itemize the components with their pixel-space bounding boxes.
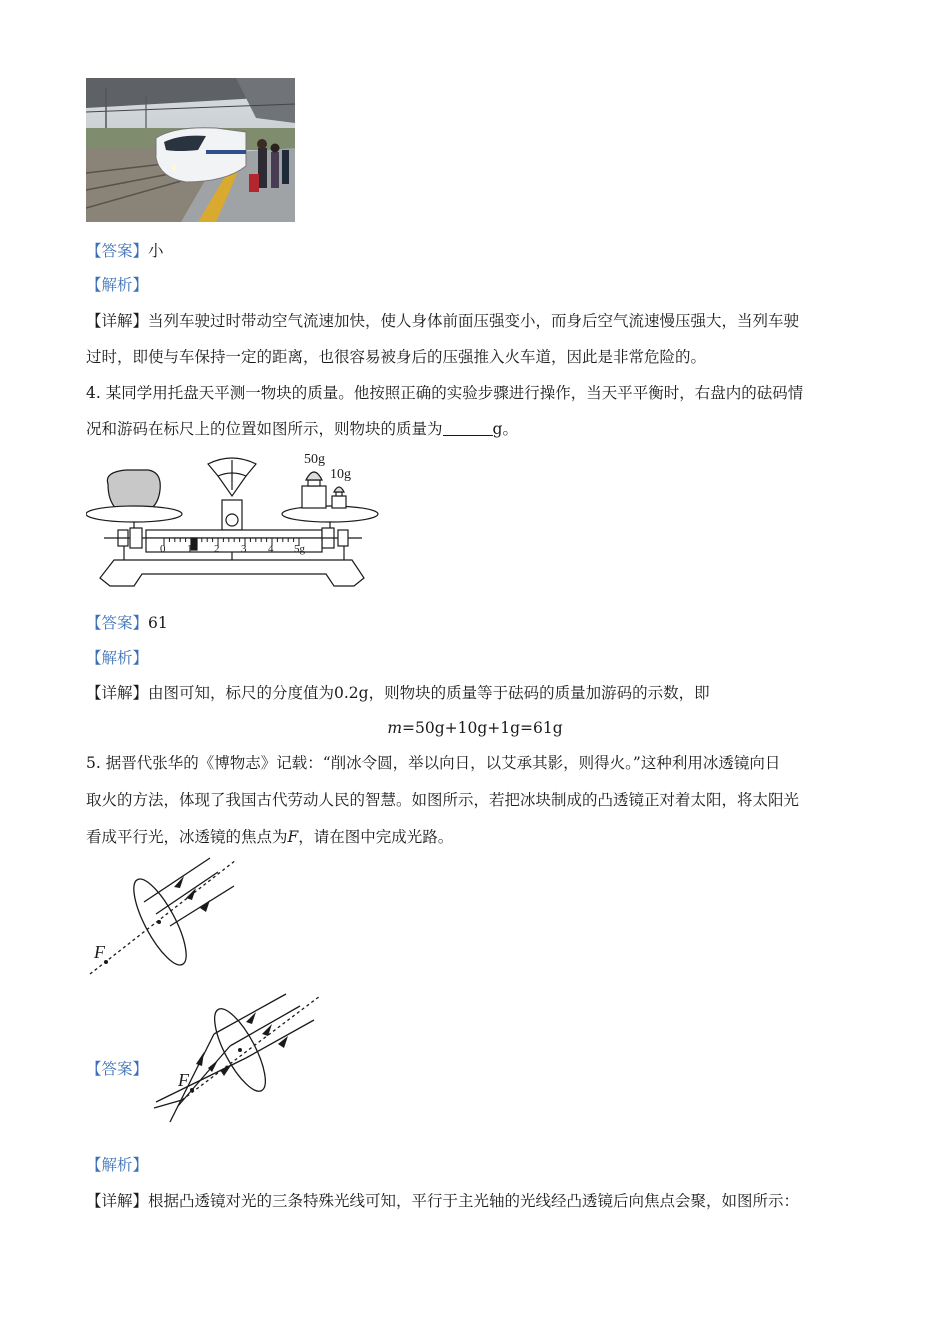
answer-text: 小	[148, 242, 164, 260]
question-5-text-end: ，请在图中完成光路。	[298, 828, 454, 846]
scale-tick-5g: 5g	[294, 543, 305, 555]
answer-tag: 【答案】	[86, 614, 149, 632]
detail-text: 由图可知，标尺的分度值为0.2g，则物块的质量等于砝码的质量加游码的示数，即	[148, 684, 710, 702]
formula-rest: =50g+10g+1g=61g	[402, 719, 563, 737]
question-4-text-cont: 况和游码在标尺上的位置如图所示，则物块的质量为	[86, 420, 443, 438]
focus-variable: F	[287, 828, 299, 846]
balance-figure	[86, 446, 386, 592]
question-5-text-cont: 取火的方法，体现了我国古代劳动人民的智慧。如图所示，若把冰块制成的凸透镜正对着太阳，将太阳光	[86, 791, 800, 809]
weight-10g-label: 10g	[330, 467, 351, 482]
answer-focus-label: F	[178, 1070, 189, 1090]
detail-tag: 【详解】	[86, 1192, 149, 1210]
lens-figure-question	[86, 856, 246, 982]
scale-tick-2: 2	[214, 543, 220, 555]
formula	[0, 717, 950, 739]
detail-tag: 【详解】	[86, 312, 149, 330]
question-4-text: 4. 某同学用托盘天平测一物块的质量。他按照正确的实验步骤进行操作，当天平平衡时，右盘内的砝码情	[86, 384, 804, 402]
answer-tag: 【答案】	[86, 1060, 149, 1078]
weight-50g-label: 50g	[304, 452, 325, 467]
scale-tick-4: 4	[268, 543, 274, 555]
train-photo	[86, 78, 295, 222]
scale-tick-0: 0	[160, 543, 166, 555]
detail-tag: 【详解】	[86, 684, 149, 702]
question-4-unit: g。	[492, 420, 518, 438]
question-5-text-cont2: 看成平行光，冰透镜的焦点为	[86, 828, 288, 846]
analysis-tag: 【解析】	[86, 649, 149, 667]
detail-text: 根据凸透镜对光的三条特殊光线可知，平行于主光轴的光线经凸透镜后向焦点会聚，如图所示：	[148, 1192, 800, 1210]
scale-tick-3: 3	[241, 543, 247, 555]
answer-blank	[443, 419, 493, 436]
analysis-tag: 【解析】	[86, 276, 149, 294]
lens-figure-answer	[152, 992, 324, 1124]
analysis-tag: 【解析】	[86, 1156, 149, 1174]
detail-text-continued: 过时，即使与车保持一定的距离，也很容易被身后的压强推入火车道，因此是非常危险的。	[86, 348, 707, 366]
formula-variable: m	[387, 719, 403, 737]
focus-label: F	[94, 942, 105, 962]
answer-text: 61	[148, 614, 168, 632]
question-5-text: 5. 据晋代张华的《博物志》记载：“削冰令圆，举以向日，以艾承其影，则得火。”这种利用冰透镜向日	[86, 754, 781, 772]
detail-text: 当列车驶过时带动空气流速加快，使人身体前面压强变小，而身后空气流速慢压强大，当列车驶	[148, 312, 800, 330]
scale-tick-1: 1	[187, 543, 193, 555]
answer-tag: 【答案】	[86, 242, 149, 260]
